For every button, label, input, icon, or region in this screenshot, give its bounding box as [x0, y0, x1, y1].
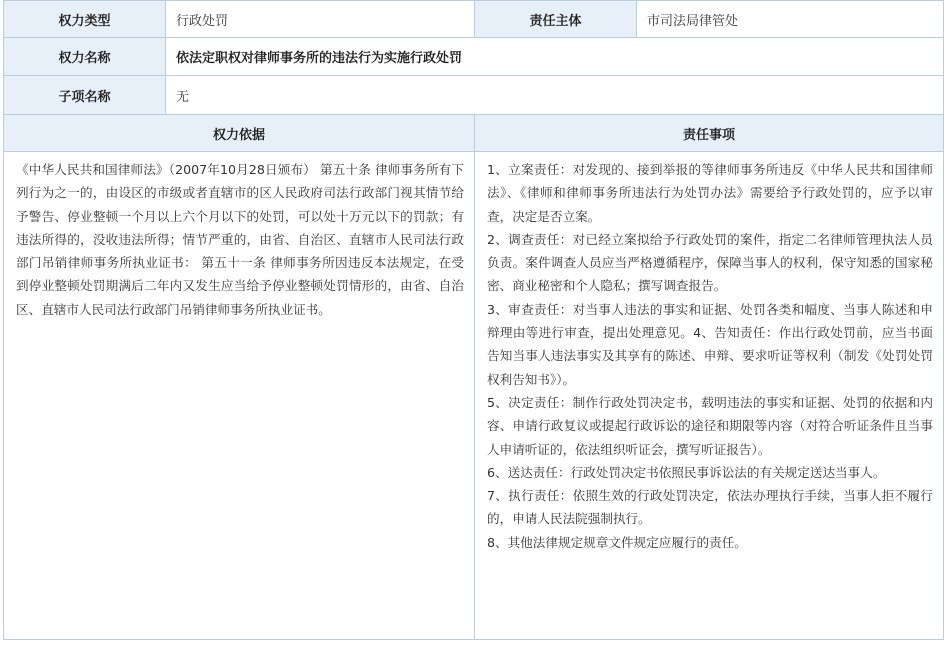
power-info-table: [3, 0, 944, 640]
sub-item-value: 无: [165, 75, 944, 115]
duty-item: 2、调查责任：对已经立案拟给予行政处罚的案件，指定二名律师管理执法人员负责。案件调查人员应当严格遵循程序，保障当事人的权利，保守知悉的国家秘密、商业秘密和个人隐私；撰写调查报告。: [487, 231, 933, 294]
power-name-value: 依法定职权对律师事务所的违法行为实施行政处罚: [165, 37, 944, 76]
power-type-value: 行政处罚: [165, 0, 475, 38]
duty-item: 7、执行责任：依照生效的行政处罚决定，依法办理执行手续，当事人拒不履行的，申请人民法院强制执行。: [487, 488, 933, 527]
responsible-body-label: 责任主体: [474, 0, 637, 38]
responsible-body-value: 市司法局律管处: [636, 0, 944, 38]
power-type-label: 权力类型: [3, 0, 166, 38]
sub-item-label: 子项名称: [3, 75, 166, 115]
duty-item: 3、审查责任：对当事人违法的事实和证据、处罚各类和幅度、当事人陈述和申辩理由等进行审查，提出处理意见。4、告知责任：作出行政处罚前，应当书面告知当事人违法事实及其享有的陈述、申辩、要求听证等权利（制发《处罚处罚权利告知书》）。: [487, 301, 933, 387]
duty-item: 1、立案责任：对发现的、接到举报的等律师事务所违反《中华人民共和国律师法》、《律师和律师事务所违法行为处罚办法》需要给予行政处罚的，应予以审查，决定是否立案。: [487, 162, 933, 224]
basis-content: [3, 151, 475, 640]
basis-text: 《中华人民共和国律师法》（2007年10月28日颁布） 第五十条 律师事务所有下列行为之一的，由设区的市级或者直辖市的区人民政府司法行政部门视其情节给予警告、停业整顿一个月以上六个月以下的处罚，可以处十万元以下的罚款；有违法所得的，没收违法所得；情节严重的，由省、自治区、直辖市人民司法行政部门吊销律师事务所执业证书： 第五十一条 律师事务所因违反本法规定，在受到停业整顿处罚期满后二年内又发生应当给予停业整顿处罚情形的，由省、自治区、直辖市人民司法行政部门吊销律师事务所执业证书。: [16, 162, 464, 317]
duty-item: 5、决定责任：制作行政处罚决定书，载明违法的事实和证据、处罚的依据和内容、申请行政复议或提起行政诉讼的途径和期限等内容（对符合听证条件且当事人申请听证的，依法组织听证会，撰写听证报告）。: [487, 394, 933, 457]
duties-column-header: 责任事项: [474, 114, 944, 152]
duty-item: 8、其他法律规定规章文件规定应履行的责任。: [487, 534, 747, 550]
basis-column-header: 权力依据: [3, 114, 475, 152]
duties-content: [474, 151, 944, 640]
power-name-label: 权力名称: [3, 37, 166, 76]
duty-item: 6、送达责任：行政处罚决定书依照民事诉讼法的有关规定送达当事人。: [487, 464, 886, 480]
